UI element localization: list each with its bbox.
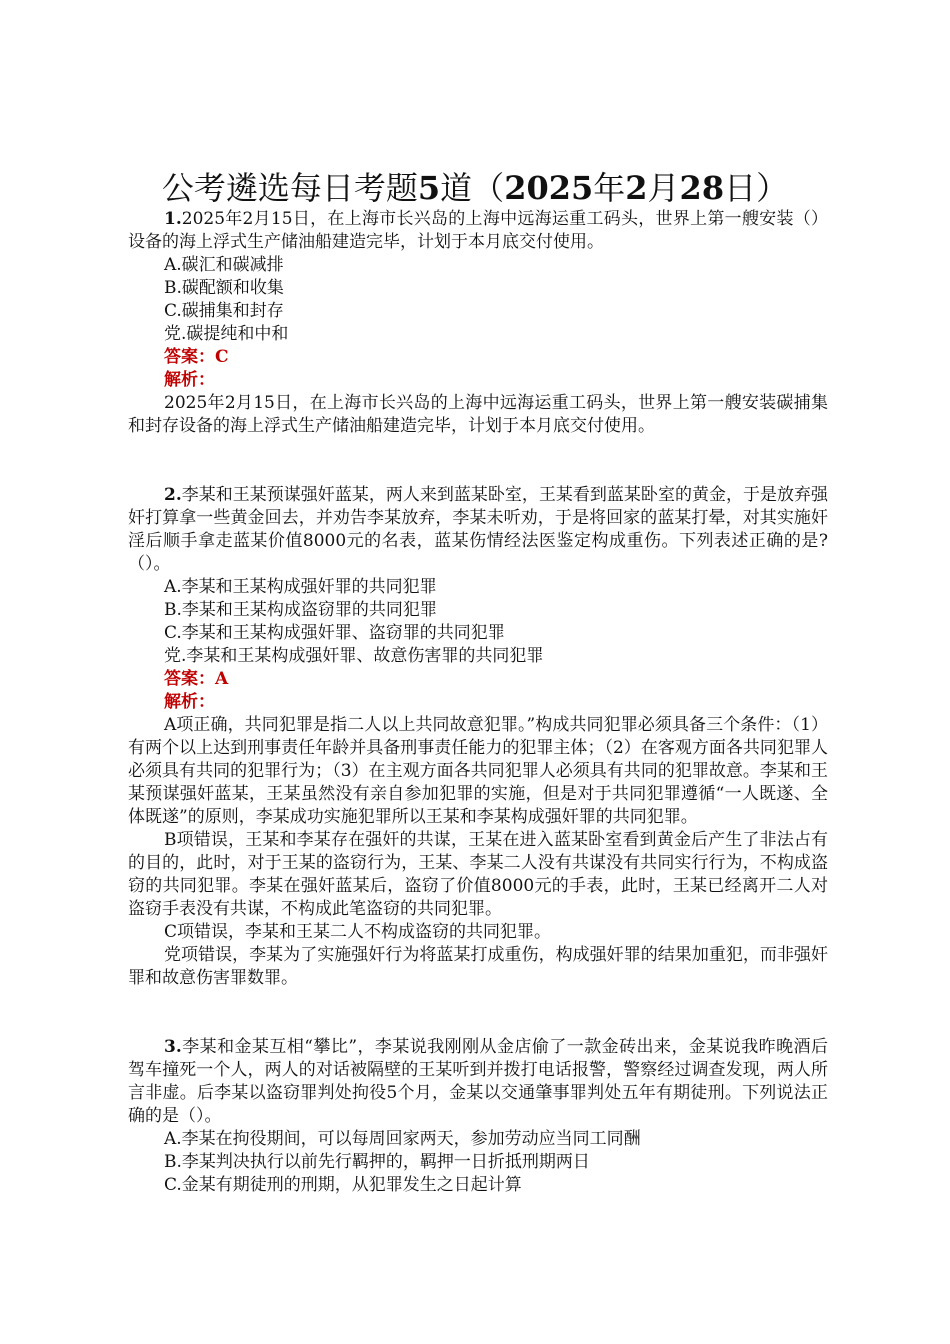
q2-option-b: B.李某和王某构成盗窃罪的共同犯罪 [164, 600, 437, 620]
q2-analysis-paragraph-d: 党项错误，李某为了实施强奸行为将蓝某打成重伤，构成强奸罪的结果加重犯，而非强奸罪和故意伤害罪数罪。 [128, 945, 828, 988]
question-number: 2. [164, 485, 182, 505]
spacer [128, 438, 828, 461]
q1-option-c: C.碳捕集和封存 [164, 301, 284, 321]
q2-option-a: A.李某和王某构成强奸罪的共同犯罪 [164, 577, 437, 597]
question-text: 2025年2月15日，在上海市长兴岛的上海中远海运重工码头，世界上第一艘安装（）设备的海上浮式生产储油船建造完毕，计划于本月底交付使用。 [128, 209, 828, 252]
q1-option-b: B.碳配额和收集 [164, 278, 284, 298]
q1-option-d: 党.碳提纯和中和 [164, 324, 289, 344]
q3-option-b: B.李某判决执行以前先行羁押的，羁押一日折抵刑期两日 [164, 1152, 590, 1172]
q1-answer: 答案：C [164, 347, 229, 367]
spacer [128, 461, 828, 484]
title-year: 2025 [504, 169, 594, 207]
q3-option-a: A.李某在拘役期间，可以每周回家两天，参加劳动应当同工同酬 [164, 1129, 641, 1149]
title-mid: 道（ [440, 169, 505, 207]
question-number: 3. [164, 1037, 182, 1057]
q2-option-c: C.李某和王某构成强奸罪、盗窃罪的共同犯罪 [164, 623, 505, 643]
title-day-suffix: 日） [724, 169, 789, 207]
q2-analysis-label: 解析： [164, 692, 215, 712]
question-text: 李某和王某预谋强奸蓝某，两人来到蓝某卧室，王某看到蓝某卧室的黄金，于是放弃强奸打算拿一些黄金回去，并劝告李某放弃，李某未听劝，于是将回家的蓝某打晕，对其实施奸淫后顺手拿走蓝某价值8000元的名表，蓝某伤情经法医鉴定构成重伤。下列表述正确的是?（）。 [128, 485, 828, 574]
question-2-stem [128, 484, 828, 576]
page-title [0, 168, 950, 208]
q2-analysis-paragraph-a: A项正确，共同犯罪是指二人以上共同故意犯罪。”构成共同犯罪必须具备三个条件：（1）有两个以上达到刑事责任年龄并具备刑事责任能力的犯罪主体；（2）在客观方面各共同犯罪人必须具有共同的犯罪行为；（3）在主观方面各共同犯罪人必须具有共同的犯罪故意。李某和王某预谋强奸蓝某，王某虽然没有亲自参加犯罪的实施，但是对于共同犯罪遵循“一人既遂、全体既遂”的原则，李某成功实施犯罪所以王某和李某构成强奸罪的共同犯罪。 [128, 715, 828, 827]
title-day: 28 [679, 169, 725, 207]
question-list [128, 208, 828, 1197]
title-count: 5 [417, 169, 441, 207]
q1-analysis-label: 解析： [164, 370, 215, 390]
spacer [128, 1013, 828, 1036]
q2-analysis-paragraph-b: B项错误，王某和李某存在强奸的共谋，王某在进入蓝某卧室看到黄金后产生了非法占有的目的，此时，对于王某的盗窃行为，王某、李某二人没有共谋没有共同实行行为，不构成盗窃的共同犯罪。李某在强奸蓝某后，盗窃了价值8000元的手表，此时，王某已经离开二人对盗窃手表没有共谋，不构成此笔盗窃的共同犯罪。 [128, 830, 828, 919]
q2-option-d: 党.李某和王某构成强奸罪、故意伤害罪的共同犯罪 [164, 646, 544, 666]
spacer [128, 990, 828, 1013]
question-text: 李某和金某互相“攀比”，李某说我刚刚从金店偷了一款金砖出来，金某说我昨晚酒后驾车撞死一个人，两人的对话被隔壁的王某听到并拨打电话报警，警察经过调查发现，两人所言非虚。后李某以盗窃罪判处拘役5个月，金某以交通肇事罪判处五年有期徒刑。下列说法正确的是（）。 [128, 1037, 828, 1126]
q1-analysis-paragraph: 2025年2月15日，在上海市长兴岛的上海中远海运重工码头，世界上第一艘安装碳捕集和封存设备的海上浮式生产储油船建造完毕，计划于本月底交付使用。 [128, 393, 828, 436]
title-month: 2 [625, 169, 648, 207]
title-prefix: 公考遴选每日考题 [161, 169, 418, 207]
q1-option-a: A.碳汇和碳减排 [164, 255, 284, 275]
title-month-suffix: 月 [647, 169, 680, 207]
title-year-suffix: 年 [593, 169, 626, 207]
q2-answer: 答案：A [164, 669, 229, 689]
q2-analysis-paragraph-c: C项错误，李某和王某二人不构成盗窃的共同犯罪。 [164, 922, 552, 942]
question-number: 1. [164, 209, 182, 229]
question-3-stem [128, 1036, 828, 1128]
question-1-stem [128, 208, 828, 254]
q3-option-c: C.金某有期徒刑的刑期，从犯罪发生之日起计算 [164, 1175, 522, 1195]
